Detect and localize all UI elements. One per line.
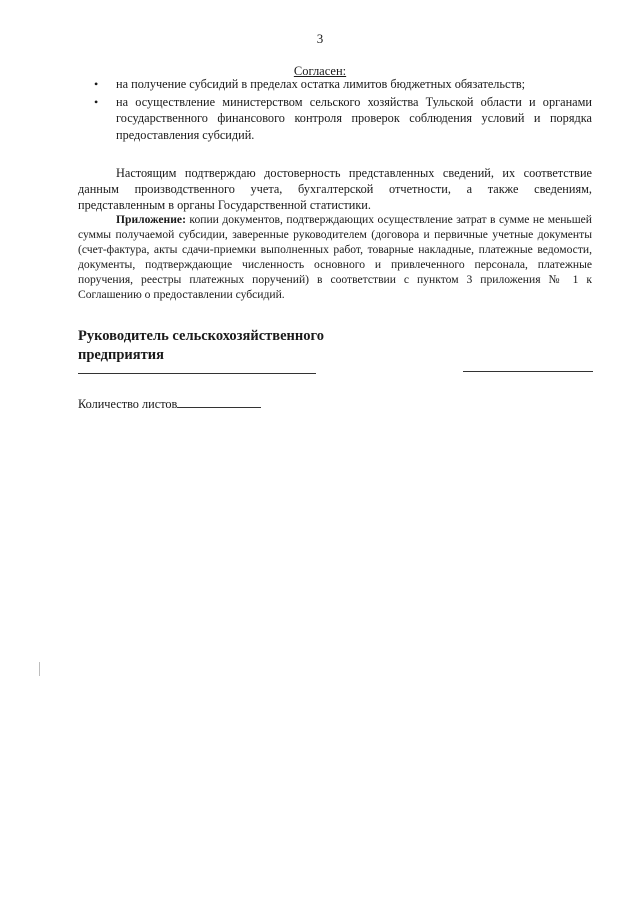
appendix-paragraph bbox=[78, 212, 592, 302]
sheets-count-row bbox=[78, 395, 261, 412]
agreed-heading: Согласен: bbox=[293, 64, 347, 78]
list-item bbox=[78, 94, 592, 144]
signer-title: Руководитель сельскохозяйственного предприятия bbox=[78, 328, 324, 363]
appendix-label: Приложение: bbox=[116, 213, 186, 226]
signature-line bbox=[78, 373, 316, 374]
name-line bbox=[463, 371, 593, 372]
scan-mark bbox=[39, 662, 40, 676]
confirmation-paragraph: Настоящим подтверждаю достоверность представленных сведений, их соответствие данным производственного учета, бухгалтерской отчетности, а также сведениям, представленным в органы Государственной статистики. bbox=[78, 166, 592, 213]
bullet-icon: • bbox=[94, 94, 99, 109]
list-item-text: на получение субсидий в пределах остатка лимитов бюджетных обязательств; bbox=[116, 77, 526, 91]
bullet-icon: • bbox=[94, 77, 99, 91]
appendix-text: копии документов, подтверждающих осуществление затрат в сумме не меньшей суммы получаемой субсидии, заверенные руководителем (договора и первичные учетные документы (счет-фактура, акты сдачи-приемки выполненных работ, товарные накладные, платежные ведомости, документы, подтверждающие численность основного и привлеченного персонала, платежные поручения, реестры платежных поручений) в соответствии с пунктом 3 приложения № 1 к Соглашению о предоставлении субсидий. bbox=[78, 213, 592, 301]
list-item-text: на осуществление министерством сельского хозяйства Тульской области и органами государственного финансового контроля проверок соблюдения условий и порядка предоставления субсидий. bbox=[116, 94, 592, 142]
page-number: 3 bbox=[316, 31, 324, 46]
list-item bbox=[78, 76, 592, 93]
sheets-count-label: Количество листов bbox=[78, 397, 178, 411]
agreed-list bbox=[78, 76, 592, 144]
sheets-count-blank bbox=[177, 395, 261, 408]
